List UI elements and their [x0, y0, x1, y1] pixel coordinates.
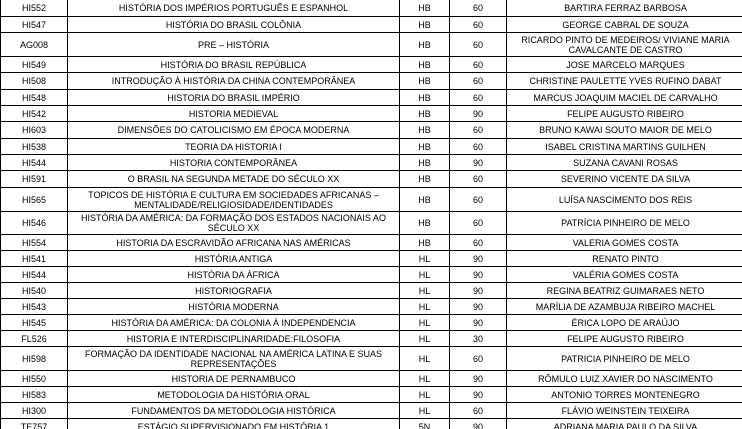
course-hours-cell: 60 — [450, 33, 507, 57]
course-professor-cell: BRUNO KAWAI SOUTO MAIOR DE MELO — [507, 122, 742, 139]
course-code-cell: HI583 — [1, 387, 68, 403]
course-hours-cell: 60 — [450, 171, 507, 188]
course-code-cell: HI554 — [1, 235, 68, 251]
course-code-cell: HI598 — [1, 347, 68, 371]
course-hours-cell: 90 — [450, 299, 507, 315]
course-name-cell: HISTORIA DO BRASIL IMPÉRIO — [68, 90, 400, 106]
course-professor-cell: SEVERINO VICENTE DA SILVA — [507, 171, 742, 188]
course-type-cell: HB — [400, 188, 450, 212]
course-name-cell: FUNDAMENTOS DA METODOLOGIA HISTÓRICA — [68, 403, 400, 419]
course-type-cell: HB — [400, 235, 450, 251]
course-type-cell: HL — [400, 283, 450, 299]
table-row — [1, 235, 742, 251]
course-type-cell: HL — [400, 315, 450, 331]
course-hours-cell: 60 — [450, 17, 507, 33]
course-professor-cell: RICARDO PINTO DE MEDEIROS/ VIVIANE MARIA CAVALCANTE DE CASTRO — [507, 33, 742, 57]
course-code-cell: HI544 — [1, 267, 68, 283]
table-row — [1, 251, 742, 267]
course-hours-cell: 60 — [450, 347, 507, 371]
course-professor-cell: VALERIA GOMES COSTA — [507, 235, 742, 251]
table-row — [1, 331, 742, 347]
table-row — [1, 188, 742, 212]
course-professor-cell: BARTIRA FERRAZ BARBOSA — [507, 0, 742, 17]
course-hours-cell: 90 — [450, 283, 507, 299]
course-type-cell: HB — [400, 106, 450, 122]
course-professor-cell: VALÉRIA GOMES COSTA — [507, 267, 742, 283]
table-row — [1, 0, 742, 17]
course-type-cell: HL — [400, 251, 450, 267]
course-type-cell: 5N — [400, 419, 450, 429]
course-professor-cell: MARCUS JOAQUIM MACIEL DE CARVALHO — [507, 90, 742, 106]
course-hours-cell: 90 — [450, 419, 507, 429]
course-professor-cell: GEORGE CABRAL DE SOUZA — [507, 17, 742, 33]
table-row — [1, 155, 742, 171]
course-type-cell: HB — [400, 212, 450, 235]
course-code-cell: HI544 — [1, 155, 68, 171]
course-name-cell: HISTÓRIA DA AMÉRICA: DA FORMAÇÃO DOS ESTADOS NACIONAIS AO SÉCULO XX — [68, 212, 400, 235]
course-type-cell: HB — [400, 57, 450, 73]
course-professor-cell: PATRICIA PINHEIRO DE MELO — [507, 347, 742, 371]
course-type-cell: HB — [400, 17, 450, 33]
course-type-cell: HB — [400, 0, 450, 17]
course-type-cell: HB — [400, 171, 450, 188]
course-name-cell: TOPICOS DE HISTÓRIA E CULTURA EM SOCIEDADES AFRICANAS – MENTALIDADE/RELIGIOSIDADE/IDENTIDADES — [68, 188, 400, 212]
course-hours-cell: 90 — [450, 155, 507, 171]
course-code-cell: HI565 — [1, 188, 68, 212]
course-name-cell: HISTÓRIA DOS IMPÉRIOS PORTUGUÊS E ESPANHOL — [68, 0, 400, 17]
course-name-cell: HISTORIOGRAFIA — [68, 283, 400, 299]
course-code-cell: TE757 — [1, 419, 68, 429]
course-code-cell: HI543 — [1, 299, 68, 315]
course-type-cell: HB — [400, 155, 450, 171]
course-name-cell: HISTÓRIA DA ÁFRICA — [68, 267, 400, 283]
course-hours-cell: 60 — [450, 57, 507, 73]
table-row — [1, 267, 742, 283]
course-name-cell: ESTÁGIO SUPERVISIONADO EM HISTÓRIA 1 — [68, 419, 400, 429]
course-professor-cell: FELIPE AUGUSTO RIBEIRO — [507, 106, 742, 122]
course-hours-cell: 60 — [450, 139, 507, 155]
course-professor-cell: FELIPE AUGUSTO RIBEIRO — [507, 331, 742, 347]
table-row — [1, 283, 742, 299]
course-name-cell: PRE – HISTÓRIA — [68, 33, 400, 57]
course-name-cell: INTRODUÇÃO À HISTÓRIA DA CHINA CONTEMPORÂNEA — [68, 73, 400, 90]
course-code-cell: AG008 — [1, 33, 68, 57]
course-name-cell: HISTÓRIA MODERNA — [68, 299, 400, 315]
table-row — [1, 347, 742, 371]
course-code-cell: HI552 — [1, 0, 68, 17]
course-name-cell: HISTORIA DA ESCRAVIDÃO AFRICANA NAS AMÉRICAS — [68, 235, 400, 251]
course-code-cell: HI591 — [1, 171, 68, 188]
course-name-cell: TEORIA DA HISTORIA I — [68, 139, 400, 155]
course-type-cell: HL — [400, 387, 450, 403]
course-code-cell: HI300 — [1, 403, 68, 419]
table-row — [1, 387, 742, 403]
course-hours-cell: 60 — [450, 122, 507, 139]
course-code-cell: HI549 — [1, 57, 68, 73]
course-type-cell: HB — [400, 33, 450, 57]
course-name-cell: HISTORIA MEDIEVAL — [68, 106, 400, 122]
course-name-cell: HISTORIA DE PERNAMBUCO — [68, 371, 400, 387]
course-name-cell: HISTORIA E INTERDISCIPLINARIDADE:FILOSOFIA — [68, 331, 400, 347]
course-code-cell: HI540 — [1, 283, 68, 299]
course-type-cell: HL — [400, 331, 450, 347]
course-code-cell: HI546 — [1, 212, 68, 235]
course-hours-cell: 60 — [450, 212, 507, 235]
course-name-cell: HISTORIA CONTEMPORÂNEA — [68, 155, 400, 171]
course-type-cell: HL — [400, 267, 450, 283]
course-type-cell: HL — [400, 371, 450, 387]
course-professor-cell: CHRISTINE PAULETTE YVES RUFINO DABAT — [507, 73, 742, 90]
course-hours-cell: 90 — [450, 251, 507, 267]
course-hours-cell: 90 — [450, 267, 507, 283]
course-professor-cell: ÉRICA LOPO DE ARAÚJO — [507, 315, 742, 331]
course-type-cell: HB — [400, 73, 450, 90]
course-hours-cell: 90 — [450, 315, 507, 331]
table-row — [1, 106, 742, 122]
course-type-cell: HL — [400, 299, 450, 315]
course-type-cell: HL — [400, 403, 450, 419]
course-code-cell: HI542 — [1, 106, 68, 122]
table-row — [1, 122, 742, 139]
course-professor-cell: LUÍSA NASCIMENTO DOS REIS — [507, 188, 742, 212]
course-name-cell: METODOLOGIA DA HISTÓRIA ORAL — [68, 387, 400, 403]
course-professor-cell: RENATO PINTO — [507, 251, 742, 267]
course-hours-cell: 90 — [450, 106, 507, 122]
course-name-cell: HISTÓRIA DA AMÉRICA: DA COLONIA À INDEPENDENCIA — [68, 315, 400, 331]
course-professor-cell: ANTONIO TORRES MONTENEGRO — [507, 387, 742, 403]
course-type-cell: HB — [400, 139, 450, 155]
course-name-cell: HISTÓRIA DO BRASIL COLÔNIA — [68, 17, 400, 33]
course-hours-cell: 90 — [450, 371, 507, 387]
course-type-cell: HL — [400, 347, 450, 371]
course-type-cell: HB — [400, 122, 450, 139]
table-row — [1, 299, 742, 315]
course-table-body — [1, 0, 742, 429]
course-code-cell: FL526 — [1, 331, 68, 347]
table-row — [1, 419, 742, 429]
course-code-cell: HI538 — [1, 139, 68, 155]
table-row — [1, 371, 742, 387]
course-professor-cell: REGINA BEATRIZ GUIMARAES NETO — [507, 283, 742, 299]
table-row — [1, 403, 742, 419]
course-professor-cell: RÔMULO LUIZ XAVIER DO NASCIMENTO — [507, 371, 742, 387]
course-hours-cell: 90 — [450, 387, 507, 403]
table-row — [1, 315, 742, 331]
course-hours-cell: 60 — [450, 403, 507, 419]
course-professor-cell: MARÍLIA DE AZAMBUJA RIBEIRO MACHEL — [507, 299, 742, 315]
course-professor-cell: JOSE MARCELO MARQUES — [507, 57, 742, 73]
course-name-cell: HISTÓRIA DO BRASIL REPÚBLICA — [68, 57, 400, 73]
course-code-cell: HI547 — [1, 17, 68, 33]
course-hours-cell: 60 — [450, 90, 507, 106]
course-code-cell: HI548 — [1, 90, 68, 106]
course-professor-cell: SUZANA CAVANI ROSAS — [507, 155, 742, 171]
course-code-cell: HI541 — [1, 251, 68, 267]
course-name-cell: DIMENSÕES DO CATOLICISMO EM ÉPOCA MODERNA — [68, 122, 400, 139]
course-professor-cell: ISABEL CRISTINA MARTINS GUILHEN — [507, 139, 742, 155]
table-row — [1, 171, 742, 188]
course-code-cell: HI550 — [1, 371, 68, 387]
course-type-cell: HB — [400, 90, 450, 106]
course-hours-cell: 60 — [450, 188, 507, 212]
course-code-cell: HI545 — [1, 315, 68, 331]
table-row — [1, 57, 742, 73]
course-hours-cell: 60 — [450, 0, 507, 17]
course-code-cell: HI603 — [1, 122, 68, 139]
table-row — [1, 139, 742, 155]
course-hours-cell: 60 — [450, 235, 507, 251]
table-row — [1, 212, 742, 235]
course-hours-cell: 30 — [450, 331, 507, 347]
course-professor-cell: ADRIANA MARIA PAULO DA SILVA — [507, 419, 742, 429]
course-name-cell: HISTÓRIA ANTIGA — [68, 251, 400, 267]
table-row — [1, 17, 742, 33]
course-professor-cell: PATRÍCIA PINHEIRO DE MELO — [507, 212, 742, 235]
course-code-cell: HI508 — [1, 73, 68, 90]
course-professor-cell: FLÁVIO WEINSTEIN TEIXEIRA — [507, 403, 742, 419]
course-name-cell: FORMAÇÃO DA IDENTIDADE NACIONAL NA AMÉRICA LATINA E SUAS REPRESENTAÇÕES — [68, 347, 400, 371]
table-row — [1, 33, 742, 57]
table-row — [1, 90, 742, 106]
table-row — [1, 73, 742, 90]
course-name-cell: O BRASIL NA SEGUNDA METADE DO SÉCULO XX — [68, 171, 400, 188]
course-hours-cell: 60 — [450, 73, 507, 90]
